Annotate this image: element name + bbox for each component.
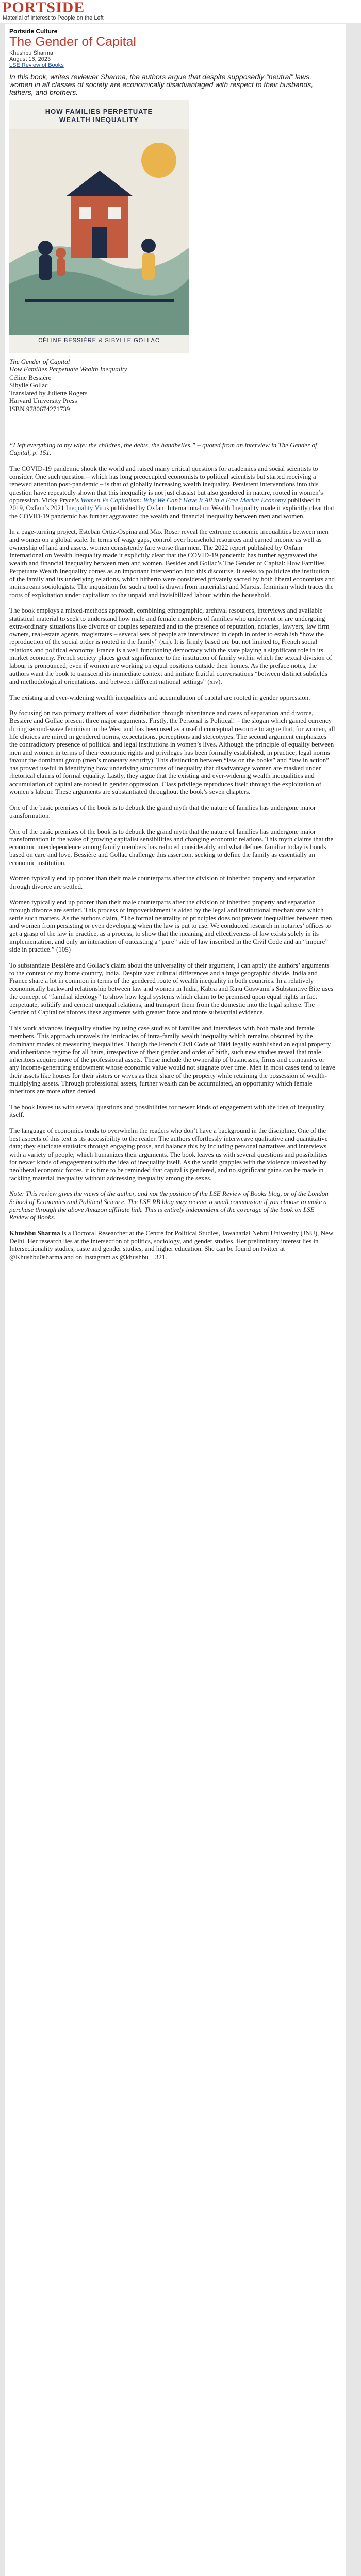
- paragraph: By focusing on two primary matters of asset distribution through inheritance and cases of separation and divorce, Bessière and Gollac present three major arguments. Firstly, the Personal is Political! – the slogan which gained currency during second-wave feminism in the West and has been used as a useful conceptual resource to argue that, for women, all life choices are mired in gendered norms, expectations, perceptions and stereotypes. The second argument emphasizes the contradictory presence of political and legal institutions in women’s lives. Although the principle of equality between men and women in terms of their economic rights and privileges has been formally established, in practice, legal norms favour the dominant group (men’s monetary security). This distinction between “law on the books” and “law in action” has proved useful in identifying how underlying structures of inequality that disadvantage women are masked under rhetorical claims of formal equality. Lastly, they argue that the existing and ever-widening wealth inequalities and accumulation of capital are rooted in gender oppression. Class privilege reproduces itself through the exploitation of women’s labour. These arguments are substantiated throughout the book’s seven chapters.: [9, 709, 335, 796]
- author-name: Khushbu Sharma: [9, 50, 53, 56]
- paragraph: To substantiate Bessière and Gollac’s claim about the universality of their argument, I can apply the authors’ arguments to the context of my home country, India. Despite vast cultural differences and a huge geographic divide, India and France share a lot in common in terms of the gendered route of wealth inequality in both countries. In a relatively economically backward relationship between law and women in India, Kabra and Raju Goswami’s Substantive Bite uses the concept of “familial ideology” to show how legal systems which claim to be premised upon equal rights in fact perpetuate, solidify and cement unequal relations, and transport them from the domestic into the legal sphere. The Gender of Capital reinforces these arguments with greater force and more substantial evidence.: [9, 961, 334, 1016]
- paragraph: In a page-turning project, Esteban Ortiz-Ospina and Max Roser reveal the extreme economic inequalities between men and women on a global scale. In terms of wage gaps, control over household resources and earned income as well as ownership of land and assets, women consistently fare worse than men. The 2022 report published by Oxfam International on Wealth Inequality made it explicitly clear that the COVID-19 pandemic has further aggravated the wealth and financial inequality between men and women. Besides and Gollac’s The Gender of Capital: How Families Perpetuate Wealth Inequality comes as an important intervention into this discourse. It seeks to politicize the institution of the family and its underlying relations, which hitherto were considered privately sacred by both liberal economists and mainstream sociologists. The inquisition for such a tool is drawn from materialist and Marxist feminism which traces the roots of exploitation under capitalism to the unpaid and invisibilized labour within the household.: [9, 528, 335, 599]
- paragraph: One of the basic premises of the book is to debunk the grand myth that the nature of families has undergone major transformation in the wake of growing capitalist sensibilities and changing economic relations. This myth claims that the economic interdependence among family members has reduced considerably and what defines familiar today is bonds based on care and love. Bessière and Gollac challenge this assertion, seeking to define the family as essentially an economic institution.: [9, 827, 334, 867]
- cover-subtitle: HOW FAMILIES PERPETUATE WEALTH INEQUALITY: [45, 108, 153, 124]
- author-bio: Khushbu Sharma is a Doctoral Researcher at the Centre for Political Studies, Jawaharlal Nehru University (JNU), New Delhi. Her research lies at the intersection of politics, sociology, and gender studies. Her preliminary interest lies in Intersectionality studies, caste and gender studies, and higher education. She can be found on twitter at @Khushbu0sharma and on Instagram as @khushbu__321.: [9, 1229, 334, 1261]
- book-subtitle: How Families Perpetuate Wealth Inequality: [9, 365, 127, 374]
- book-author-2: Sibylle Gollac: [9, 381, 48, 389]
- epigraph: “I left everything to my wife: the children, the debts, the handbelles.” – quoted from an interview in The Gender of Capital, p. 151.: [9, 441, 317, 457]
- pull-quote: The existing and ever-widening wealth inequalities and accumulation of capital are rooted in gender oppression.: [9, 693, 310, 701]
- article-deck: In this book, writes reviewer Sharma, the authors argue that despite supposedly “neutral” laws, women in all classes of society are economically disadvantaged with respect to their husbands, fathers, and brothers.: [9, 73, 314, 96]
- top-bar: [0, 0, 361, 23]
- cover-authors: CÉLINE BESSIÈRE & SIBYLLE GOLLAC: [38, 337, 160, 344]
- book-isbn: ISBN 9780674271739: [9, 404, 70, 413]
- publish-date: August 16, 2023: [9, 56, 51, 62]
- paragraph: The book employs a mixed-methods approach, combining ethnographic, archival resources, interviews and available statistical material to seek to understand how male and female members of families who underwent or are undergoing extra-ordinary situations like divorce or couples separated and to the presence of reputation, notaries, lawyers, law firm owners, real-estate agents, magistrates – several sets of people are interviewed in depth in order to establish “how the reproduction of the social order is rooted in the family” (xii). It is firmly based on, but not limited to, French social relations and political economy. France is a well functioning democracy with the state playing a significant role in its market economy. French society places great significance to the institution of family within which the sexual division of labour is pronounced, even if women are working on equal positions outside their homes. As the preface notes, the authors want the book to transcend its immediate context and initiate fruitful conversations “between distinct subfields and methodological orientations, and between different national settings” (xiv).: [9, 606, 332, 685]
- pull-quote: The book leaves us with several questions and possibilities for newer kinds of engagement with the idea of inequality itself.: [9, 1103, 324, 1119]
- article-title[interactable]: The Gender of Capital: [9, 35, 136, 49]
- cover-art: [9, 129, 189, 335]
- paragraph: This work advances inequality studies by using case studies of families and interviews with both male and female members. This approach unravels the intricacies of intra-family wealth inequality which remains obscured by the dominant modes of measuring inequalities. Though the French Civil Code of 1804 legally established an equal property and inheritance regime for all heirs, irrespective of their gender and order of birth, such new studies reveal that male inheritors acquire more of the professional assets. These include the ownership of businesses, firms and companies or any income-generating endowment whose economic value would not stagnate over time. Men in most cases tend to leave their assets like houses for their sisters or wives as their share of the property while retaining the possession of wealth-multiplying assets. Through professional assets, further wealth can be accumulated, an opportunity which female inheritors are more often denied.: [9, 1024, 335, 1095]
- paragraph: The language of economics tends to overwhelm the readers who don’t have a background in the discipline. One of the best aspects of this text is its accessibility to the reader. The authors effortlessly interweave qualitative and quantitative data; they elucidate statistics through engaging prose, and balance this by including personal narratives and interviews with a variety of people; which humanizes their arguments. The book leaves us with several questions and possibilities for newer kinds of engagement with the idea of inequality itself. As the world grapples with the violence unleashed by neoliberal economic forces, it is time to be reminded that capital is gendered, and no significant gains can be made in tackling material inequality without addressing inequality among the sexes.: [9, 1126, 328, 1182]
- article-body: [9, 441, 335, 1268]
- review-note: Note: This review gives the views of the author, and not the position of the LSE Review of Books blog, or of the London School of Economics and Political Science. The LSE RB blog may receive a small commission if you choose to make a purchase through the above Amazon affiliate link. This is entirely independent of the coverage of the book on LSE Review of Books.: [9, 1190, 329, 1222]
- source-link[interactable]: LSE Review of Books: [9, 62, 64, 69]
- portside-logo[interactable]: PORTSIDE: [2, 0, 85, 16]
- section-label: Portside Culture: [9, 28, 58, 35]
- pull-quote: Women typically end up poorer than their male counterparts after the division of inherited property and separation through divorce are settled.: [9, 874, 316, 890]
- book-title: The Gender of Capital: [9, 358, 70, 365]
- book-cover-image: [9, 100, 189, 353]
- inline-link[interactable]: Inequality Virus: [65, 504, 109, 512]
- paragraph: The COVID-19 pandemic shook the world and raised many critical questions for academics and social scientists to consider. One such question – which has long preoccupied economists to political scientists but started receiving a renewed attention post-pandemic – is that of globally increasing wealth inequality. Persistent interventions into this question have repeatedly shown that this inequality is not just classist but also gendered in nature, rooted in women’s oppression. Vicky Pryce’s Women Vs Capitalism: Why We Can’t Have It All in a Free Market Economy published in 2019, Oxfam’s 2021 Inequality Virus published by Oxfam International on Wealth Inequality made it explicitly clear that the COVID-19 pandemic has further aggravated the wealth and financial inequality between men and women.: [9, 464, 334, 520]
- inline-link[interactable]: Women Vs Capitalism: Why We Can’t Have It All in a Free Market Economy: [80, 496, 286, 504]
- book-translator: Translated by Juliette Rogers: [9, 389, 88, 397]
- book-publisher: Harvard University Press: [9, 397, 77, 405]
- pull-quote: One of the basic premises of the book is to debunk the grand myth that the nature of families has undergone major transformation.: [9, 803, 316, 819]
- tagline: Material of Interest to People on the Left: [3, 15, 104, 21]
- book-info: [9, 358, 329, 413]
- paragraph: Women typically end up poorer than their male counterparts after the division of inherited property and separation through divorce are settled. This process of impoverishment is aided by the legal and institutional mechanisms which settle such matters. As the authors claim, “The formal neutrality of principles does not prevent inequalities between men and women from persisting or even developing when the law is put to use. We conducted research in notaries’ offices to get a grasp of the law in practice, as a process, to show that the meaning and effectiveness of law exists solely in its implementation, and only an interaction of outcasting a “pure” side of law inscribed in the Civil Code and an “impure” side in practice.” (105): [9, 898, 332, 953]
- book-author-1: Céline Bessière: [9, 373, 52, 381]
